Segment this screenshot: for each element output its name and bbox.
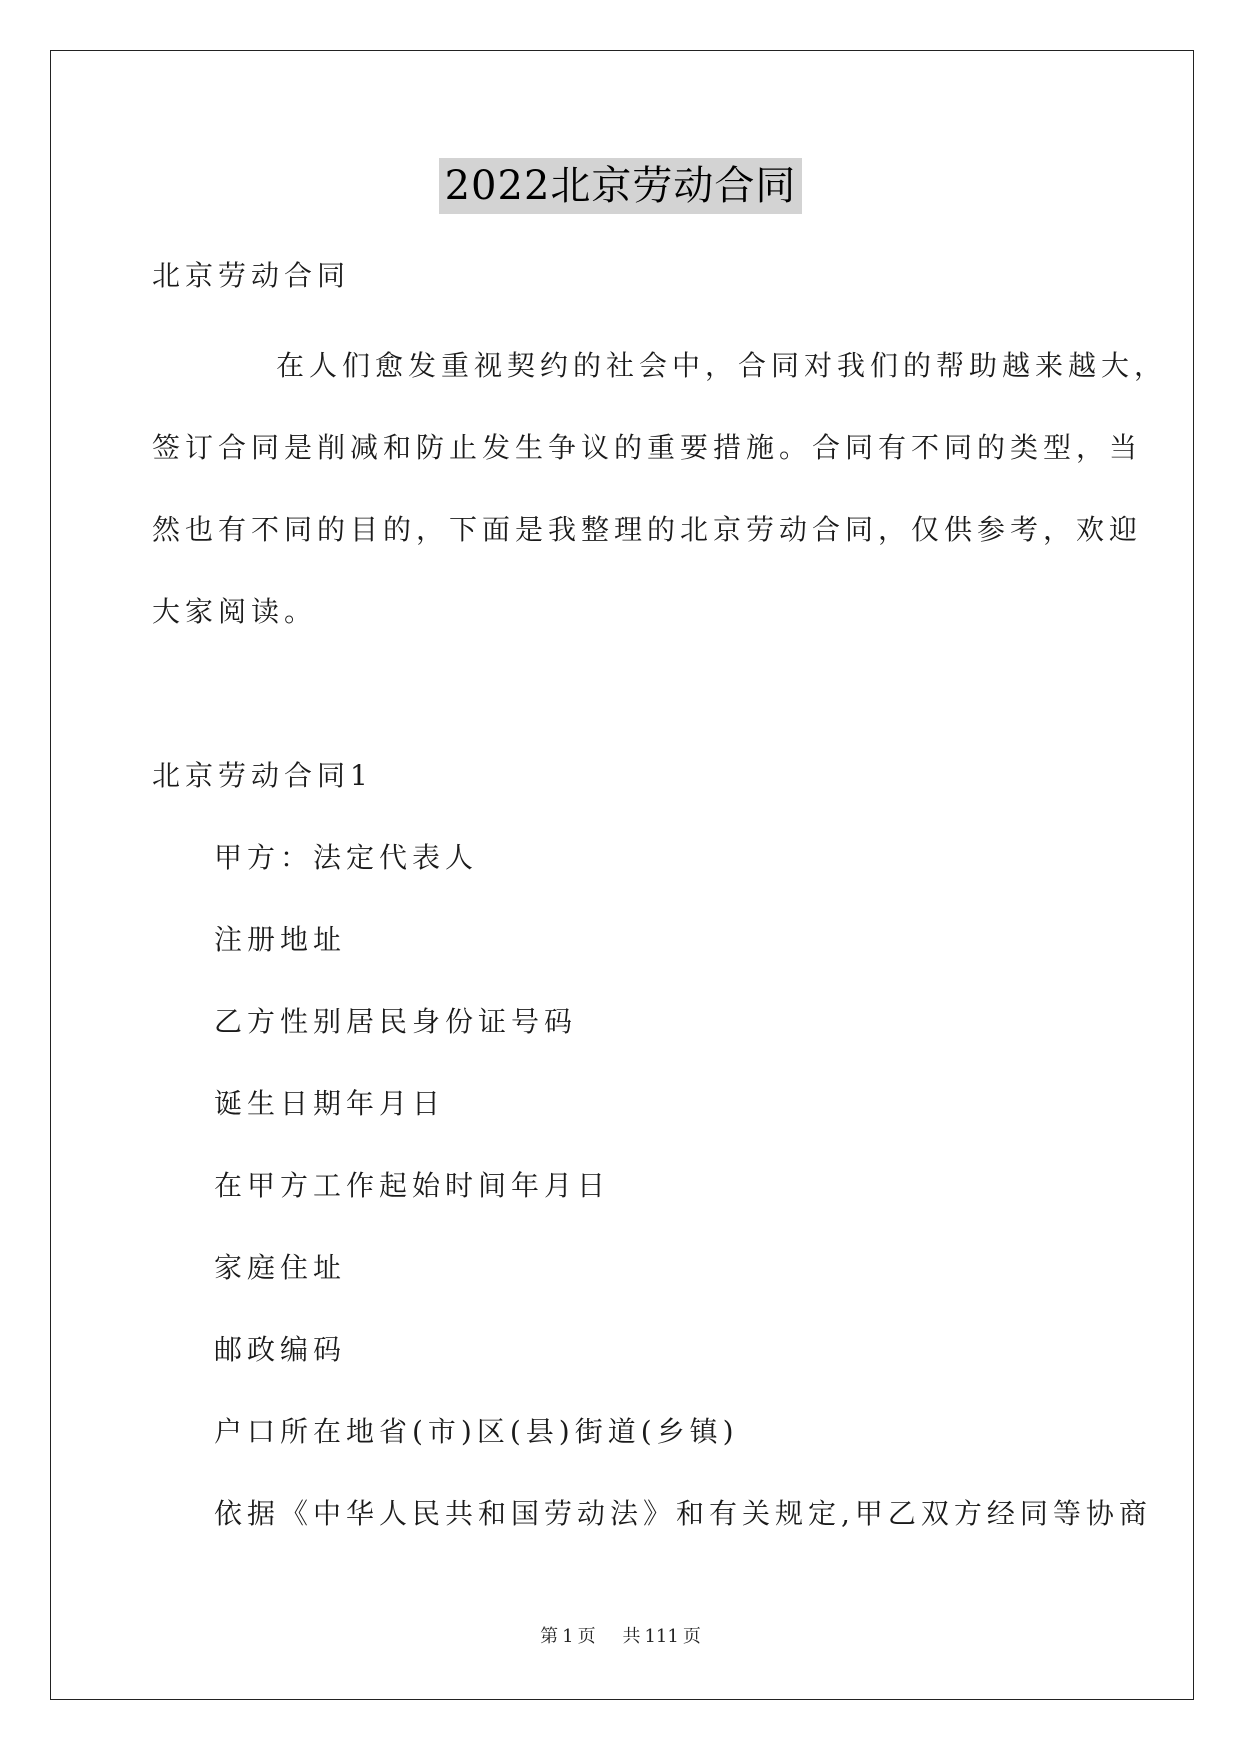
footer-total-suffix: 页 xyxy=(682,1626,701,1647)
field-line-6: 家庭住址 xyxy=(214,1251,347,1284)
footer-total-pages: 111 xyxy=(644,1626,679,1647)
title-wrap xyxy=(0,158,1241,214)
intro-line-2: 签订合同是削减和防止发生争议的重要措施。合同有不同的类型，当 xyxy=(152,431,1143,464)
footer-total-prefix: 共 xyxy=(622,1626,641,1647)
field-line-8: 户口所在地省(市)区(县)街道(乡镇) xyxy=(214,1415,739,1448)
field-line-1: 甲方：法定代表人 xyxy=(214,841,479,874)
field-line-9: 依据《中华人民共和国劳动法》和有关规定,甲乙双方经同等协商 xyxy=(214,1497,1152,1530)
field-line-7: 邮政编码 xyxy=(214,1333,347,1366)
field-line-2: 注册地址 xyxy=(214,923,347,956)
document-subtitle: 北京劳动合同 xyxy=(152,259,351,292)
footer-page-suffix: 页 xyxy=(577,1626,596,1647)
field-line-3: 乙方性别居民身份证号码 xyxy=(214,1005,578,1038)
footer-page-prefix: 第 xyxy=(540,1626,559,1647)
section-heading: 北京劳动合同1 xyxy=(152,759,373,792)
field-line-5: 在甲方工作起始时间年月日 xyxy=(214,1169,611,1202)
document-title: 2022北京劳动合同 xyxy=(439,158,803,214)
intro-line-1: 在人们愈发重视契约的社会中，合同对我们的帮助越来越大， xyxy=(276,349,1168,382)
intro-line-4: 大家阅读。 xyxy=(152,595,318,628)
intro-line-3: 然也有不同的目的，下面是我整理的北京劳动合同，仅供参考，欢迎 xyxy=(152,513,1143,546)
page-footer xyxy=(0,1622,1241,1648)
field-line-4: 诞生日期年月日 xyxy=(214,1087,446,1120)
footer-page-number: 1 xyxy=(562,1626,574,1647)
